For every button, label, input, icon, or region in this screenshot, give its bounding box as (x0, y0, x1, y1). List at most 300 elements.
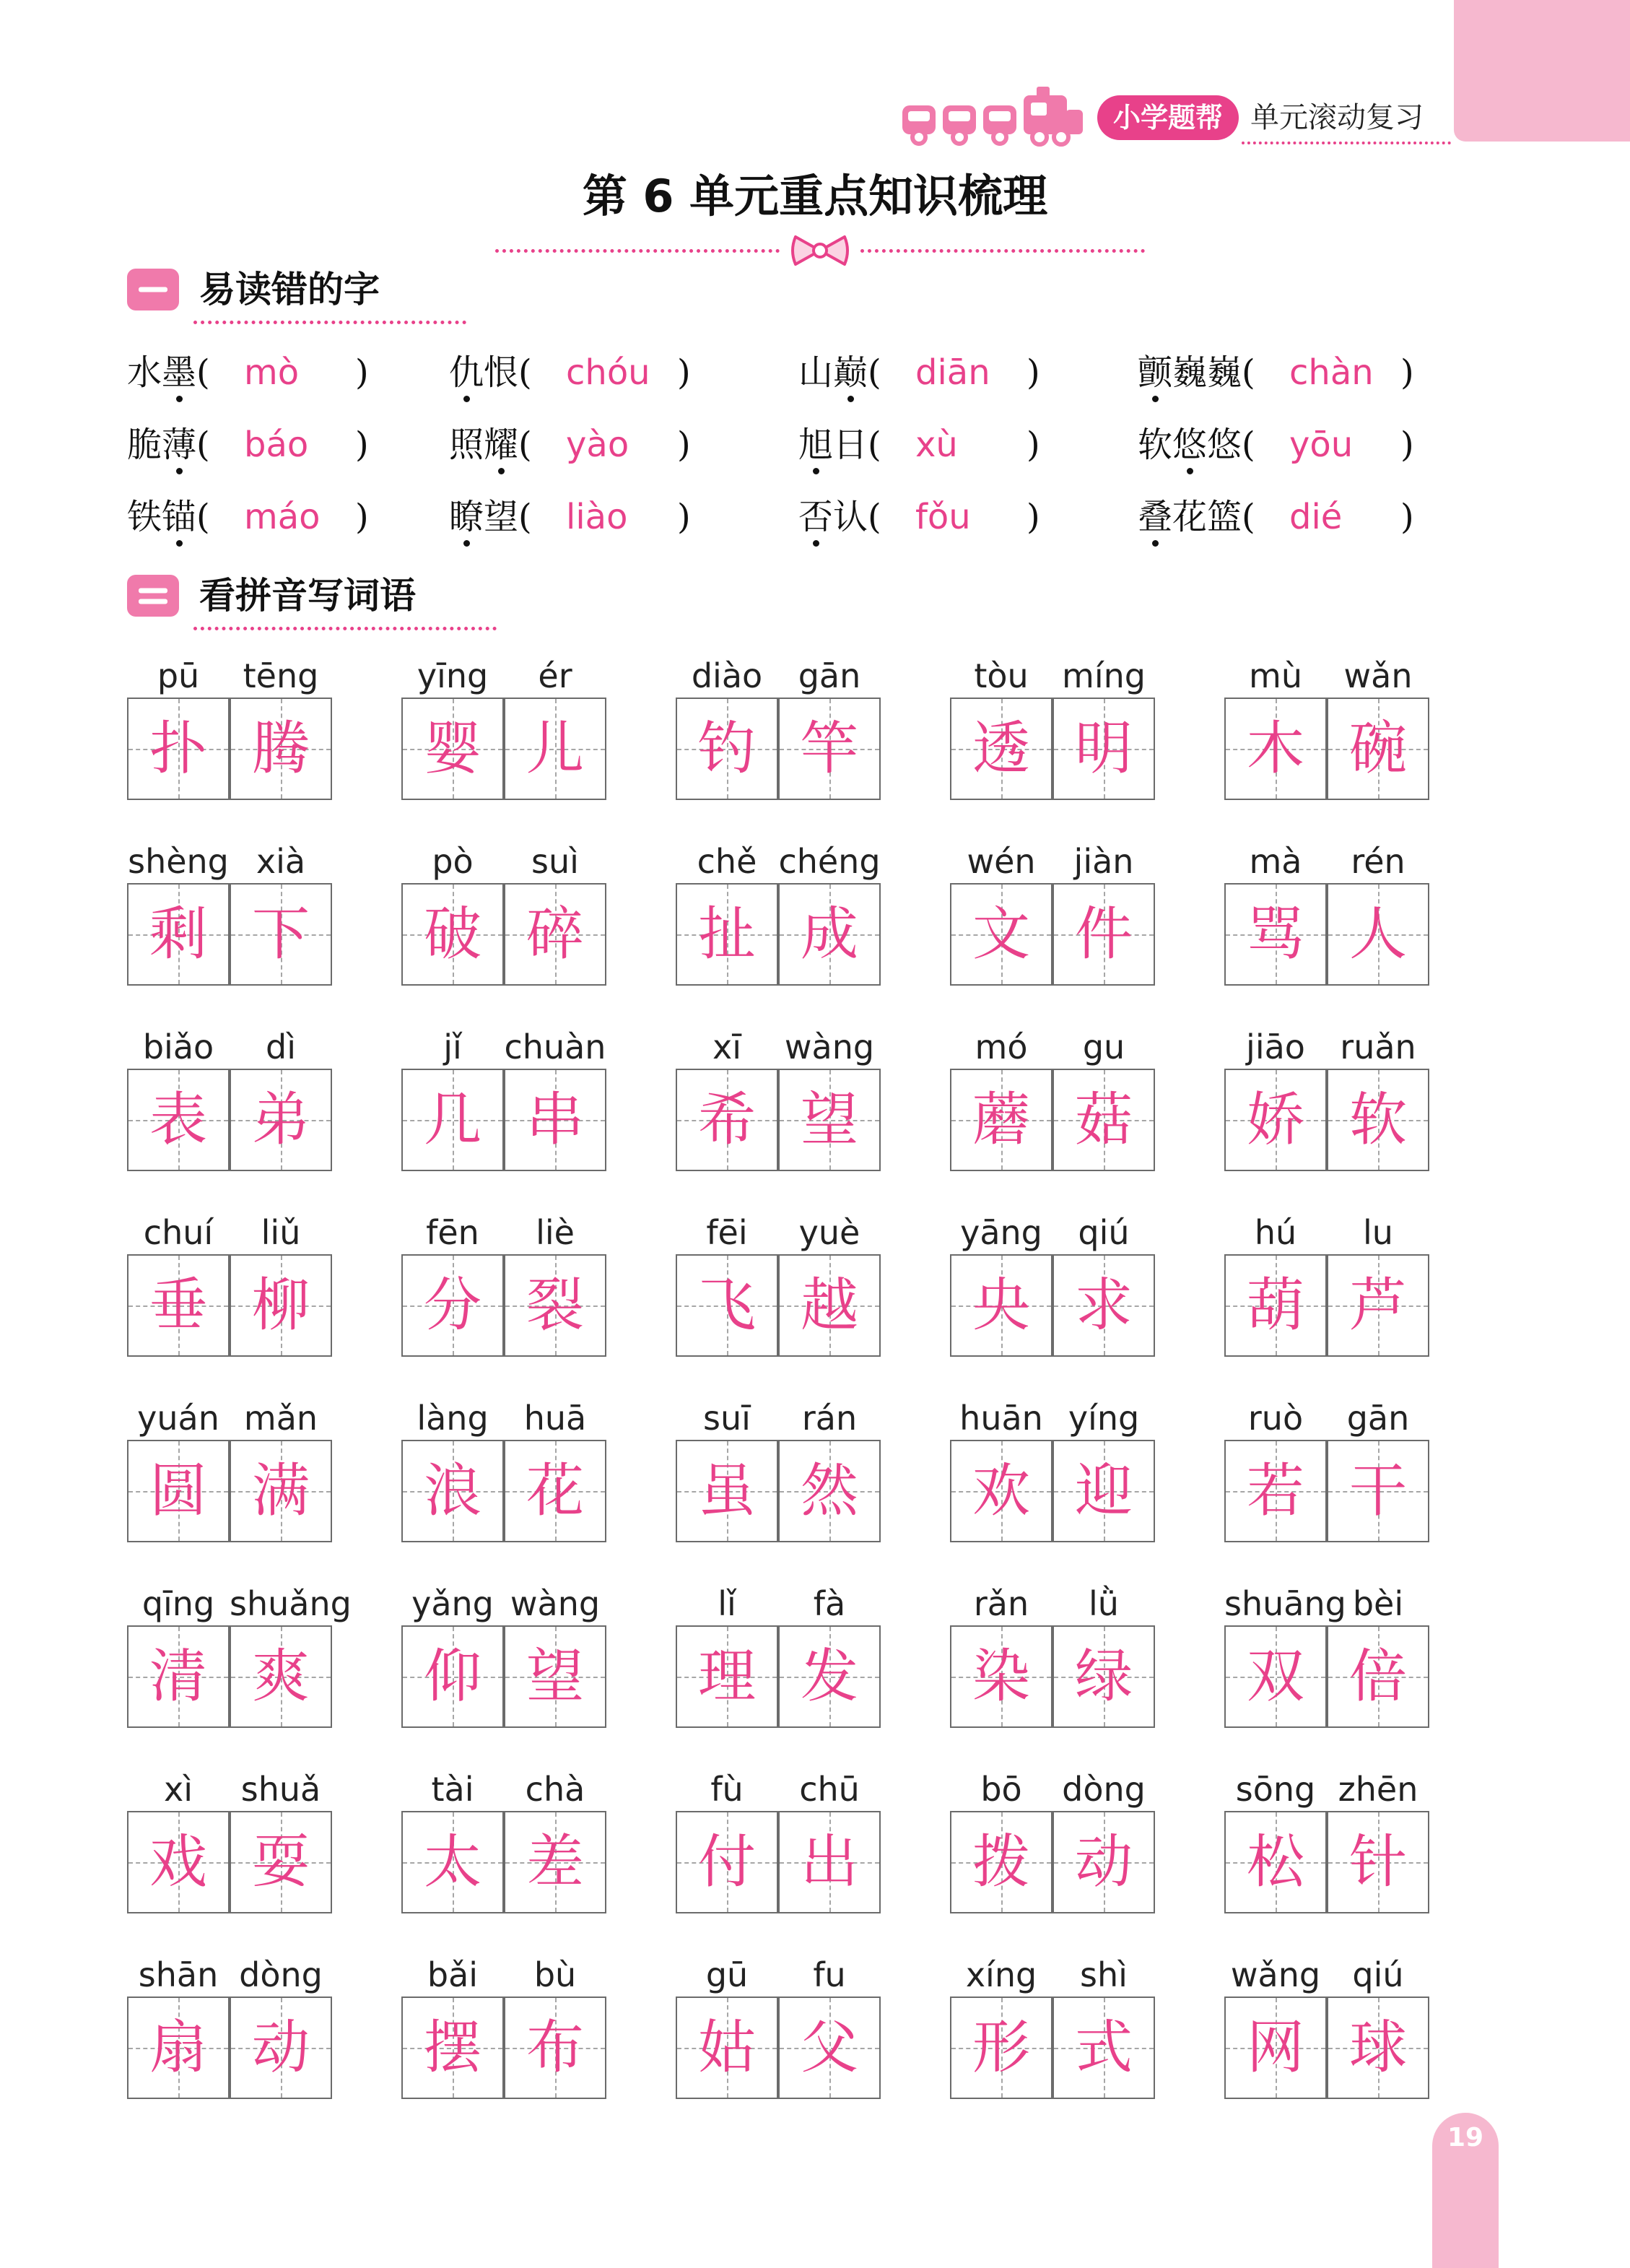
pinyin-label: chuí (143, 1213, 214, 1252)
pinyin-label: fà (813, 1584, 846, 1623)
hanzi-answer: 剩 (149, 900, 207, 968)
writing-grid (230, 1625, 332, 1728)
hanzi-answer: 文 (972, 900, 1030, 968)
writing-grid (1224, 1625, 1327, 1728)
misread-word-item (449, 416, 691, 474)
hanzi-answer: 然 (801, 1457, 858, 1524)
writing-grid (504, 1625, 606, 1728)
pinyin-label: dòng (239, 1955, 323, 1994)
writing-grid (950, 1440, 1052, 1542)
writing-grid (127, 1997, 230, 2099)
vocab-item (1224, 840, 1429, 1013)
hanzi-answer: 儿 (526, 715, 584, 782)
emphasis-dot (463, 396, 470, 402)
vocab-item (127, 840, 332, 1013)
writing-grid (676, 1625, 778, 1728)
emphasis-dot (463, 540, 470, 547)
vocab-item (127, 1025, 332, 1199)
hanzi-answer: 形 (972, 2014, 1030, 2081)
pinyin-label: bù (533, 1955, 577, 1994)
pinyin-label: pū (157, 656, 200, 695)
writing-grid (778, 1811, 881, 1913)
misread-word-item (127, 416, 369, 474)
writing-grid (127, 1069, 230, 1171)
pinyin-label: gū (705, 1955, 749, 1994)
pinyin-label: qīng (141, 1584, 215, 1623)
writing-grid (1327, 698, 1429, 800)
close-paren: ) (1027, 352, 1040, 393)
writing-grid (1327, 1254, 1429, 1357)
writing-grid (1224, 1440, 1327, 1542)
hanzi-answer: 望 (801, 1086, 858, 1153)
hanzi-answer: 芦 (1349, 1272, 1407, 1339)
pinyin-label: lǐ (718, 1584, 736, 1623)
hanzi-answer: 越 (801, 1272, 858, 1339)
misread-word-item (449, 488, 691, 546)
hanzi-answer: 仰 (424, 1643, 481, 1710)
writing-grid (1327, 1997, 1429, 2099)
hanzi-answer: 摆 (424, 2014, 481, 2081)
title-divider-left (495, 249, 780, 253)
writing-grid (1052, 1440, 1155, 1542)
pinyin-label: yīng (417, 656, 489, 695)
hanzi-answer: 分 (424, 1272, 481, 1339)
vocab-item (950, 1396, 1155, 1570)
pinyin-label: xī (712, 1027, 741, 1066)
writing-grid (1052, 883, 1155, 986)
vocab-item (127, 654, 332, 827)
pinyin-answer: diān (915, 352, 990, 393)
hanzi-answer: 破 (424, 900, 481, 968)
writing-grid (1224, 1997, 1327, 2099)
pinyin-label: suī (703, 1399, 751, 1438)
hanzi-answer: 满 (252, 1457, 310, 1524)
hanzi-answer: 菇 (1075, 1086, 1133, 1153)
emphasis-dot (176, 468, 183, 474)
writing-grid (401, 883, 504, 986)
writing-grid (504, 698, 606, 800)
emphasis-dot (1152, 396, 1159, 402)
corner-decoration (1454, 0, 1630, 142)
writing-grid (676, 1997, 778, 2099)
pinyin-label: zhēn (1338, 1770, 1418, 1809)
pinyin-label: yǎng (411, 1584, 494, 1623)
hanzi-answer: 球 (1349, 2014, 1407, 2081)
pinyin-answer: chóu (566, 352, 650, 393)
pinyin-label: diào (691, 656, 763, 695)
word-text: 叠花篮 (1138, 497, 1242, 537)
writing-grid (1327, 1811, 1429, 1913)
pinyin-label: fu (813, 1955, 846, 1994)
hanzi-answer: 姑 (698, 2014, 756, 2081)
hanzi-answer: 扯 (698, 900, 756, 968)
pinyin-label: rán (801, 1399, 858, 1438)
vocab-item (676, 1211, 881, 1384)
pinyin-label: ruǎn (1340, 1027, 1416, 1066)
section-1-title: 易读错的字 (199, 269, 380, 310)
hanzi-answer: 发 (801, 1643, 858, 1710)
hanzi-answer: 葫 (1247, 1272, 1304, 1339)
open-paren: ( (518, 352, 532, 393)
hanzi-answer: 裂 (526, 1272, 584, 1339)
open-paren: ( (196, 425, 210, 465)
vocab-item (1224, 1582, 1429, 1755)
pinyin-label: wén (967, 842, 1036, 881)
hanzi-answer: 式 (1075, 2014, 1133, 2081)
vocab-item (401, 1396, 606, 1570)
writing-grid (1327, 1069, 1429, 1171)
writing-grid (676, 1069, 778, 1171)
writing-grid (950, 1625, 1052, 1728)
word-text: 山巅 (798, 352, 868, 393)
writing-grid (127, 1440, 230, 1542)
hanzi-answer: 碎 (526, 900, 584, 968)
word-text: 铁锚 (127, 497, 197, 537)
hanzi-answer: 圆 (149, 1457, 207, 1524)
section-2-badge (127, 575, 179, 617)
pinyin-label: fēn (426, 1213, 479, 1252)
pinyin-label: mà (1249, 842, 1302, 881)
hanzi-answer: 件 (1075, 900, 1133, 968)
writing-grid (504, 1997, 606, 2099)
header-section-label: 单元滚动复习 (1250, 101, 1424, 134)
hanzi-answer: 木 (1247, 715, 1304, 782)
writing-grid (401, 698, 504, 800)
hanzi-answer: 希 (698, 1086, 756, 1153)
pinyin-label: huā (523, 1399, 587, 1438)
emphasis-dot (1152, 540, 1159, 547)
open-paren: ( (868, 497, 881, 537)
hanzi-answer: 付 (698, 1828, 756, 1895)
writing-grid (230, 1811, 332, 1913)
misread-word-item (127, 344, 369, 401)
pinyin-label: fù (710, 1770, 744, 1809)
vocab-item (950, 1953, 1155, 2126)
word-text: 颤巍巍 (1138, 352, 1242, 393)
writing-grid (676, 883, 778, 986)
vocab-item (401, 840, 606, 1013)
hanzi-answer: 布 (526, 2014, 584, 2081)
pinyin-answer: yào (566, 425, 629, 465)
writing-grid (1327, 883, 1429, 986)
hanzi-answer: 下 (252, 900, 310, 968)
writing-grid (230, 883, 332, 986)
hanzi-answer: 干 (1349, 1457, 1407, 1524)
writing-grid (504, 1811, 606, 1913)
writing-grid (401, 1440, 504, 1542)
hanzi-answer: 父 (801, 2014, 858, 2081)
pinyin-label: chéng (778, 842, 881, 881)
close-paren: ) (677, 425, 691, 465)
pinyin-answer: máo (244, 497, 321, 537)
hanzi-answer: 央 (972, 1272, 1030, 1339)
writing-grid (950, 1997, 1052, 2099)
pinyin-label: shuāng (1224, 1584, 1346, 1623)
open-paren: ( (868, 425, 881, 465)
hanzi-answer: 腾 (252, 715, 310, 782)
hanzi-answer: 成 (801, 900, 858, 968)
open-paren: ( (868, 352, 881, 393)
header (895, 85, 1451, 150)
hanzi-answer: 太 (424, 1828, 481, 1895)
word-text: 仇恨 (449, 352, 519, 393)
writing-grid (778, 1069, 881, 1171)
hanzi-answer: 弟 (252, 1086, 310, 1153)
hanzi-answer: 明 (1075, 715, 1133, 782)
hanzi-answer: 望 (526, 1643, 584, 1710)
close-paren: ) (1027, 425, 1040, 465)
hanzi-answer: 理 (698, 1643, 756, 1710)
hanzi-answer: 倍 (1349, 1643, 1407, 1710)
pinyin-label: gu (1082, 1027, 1125, 1066)
vocab-item (401, 654, 606, 827)
vocab-item (1224, 1396, 1429, 1570)
word-text: 脆薄 (127, 425, 197, 465)
pinyin-label: jǐ (443, 1027, 462, 1066)
hanzi-answer: 软 (1349, 1086, 1407, 1153)
hanzi-answer: 网 (1247, 2014, 1304, 2081)
hanzi-answer: 钓 (698, 715, 756, 782)
word-text: 水墨 (127, 352, 197, 393)
pinyin-label: hú (1254, 1213, 1297, 1252)
pinyin-label: mù (1249, 656, 1302, 695)
writing-grid (127, 698, 230, 800)
hanzi-answer: 动 (252, 2014, 310, 2081)
pinyin-label: xià (256, 842, 306, 881)
vocab-item (401, 1025, 606, 1199)
pinyin-label: rén (1351, 842, 1405, 881)
title-divider-right (860, 249, 1145, 253)
hanzi-answer: 迎 (1075, 1457, 1133, 1524)
pinyin-answer: dié (1289, 497, 1343, 537)
pinyin-label: shì (1080, 1955, 1128, 1994)
pinyin-label: ruò (1247, 1399, 1304, 1438)
writing-grid (1224, 698, 1327, 800)
hanzi-answer: 耍 (252, 1828, 310, 1895)
page-title: 第 6 单元重点知识梳理 (582, 170, 1048, 222)
writing-grid (1224, 1069, 1327, 1171)
vocab-item (127, 1396, 332, 1570)
hanzi-answer: 求 (1075, 1272, 1133, 1339)
pinyin-label: dì (266, 1027, 296, 1066)
hanzi-answer: 几 (424, 1086, 481, 1153)
pinyin-label: shuǎ (240, 1770, 321, 1809)
vocab-item (676, 1025, 881, 1199)
writing-grid (401, 1069, 504, 1171)
hanzi-answer: 出 (801, 1828, 858, 1895)
open-paren: ( (518, 425, 532, 465)
vocab-item (1224, 1211, 1429, 1384)
writing-grid (1224, 1254, 1327, 1357)
pinyin-label: suì (531, 842, 579, 881)
emphasis-dot (176, 540, 183, 547)
pinyin-label: qiú (1352, 1955, 1404, 1994)
writing-grid (950, 883, 1052, 986)
pinyin-label: gān (1346, 1399, 1410, 1438)
pinyin-label: lu (1363, 1213, 1393, 1252)
pinyin-answer: chàn (1289, 352, 1374, 393)
vocab-item (676, 1396, 881, 1570)
pinyin-answer: yōu (1289, 425, 1354, 465)
hanzi-answer: 拨 (972, 1828, 1030, 1895)
hanzi-answer: 虽 (698, 1457, 756, 1524)
writing-grid (230, 1254, 332, 1357)
writing-grid (127, 1625, 230, 1728)
hanzi-answer: 松 (1247, 1828, 1304, 1895)
section-1-underline (193, 321, 466, 324)
close-paren: ) (1400, 352, 1414, 393)
pinyin-label: wàng (510, 1584, 601, 1623)
pinyin-label: gān (798, 656, 861, 695)
vocab-item (127, 1582, 352, 1755)
emphasis-dot (813, 468, 819, 474)
vocab-item (1224, 1025, 1429, 1199)
writing-grid (950, 1069, 1052, 1171)
pinyin-answer: báo (244, 425, 309, 465)
writing-grid (504, 1254, 606, 1357)
pinyin-label: lǜ (1089, 1584, 1119, 1623)
vocab-item (127, 1211, 332, 1384)
close-paren: ) (677, 497, 691, 537)
pinyin-label: xì (163, 1770, 193, 1809)
section-2-underline (193, 627, 497, 630)
writing-grid (1224, 1811, 1327, 1913)
pinyin-label: huān (959, 1399, 1043, 1438)
hanzi-answer: 透 (972, 715, 1030, 782)
emphasis-dot (847, 396, 854, 402)
pinyin-label: liè (536, 1213, 575, 1252)
word-text: 软悠悠 (1138, 425, 1242, 465)
vocab-item (950, 654, 1155, 827)
pinyin-label: chuàn (504, 1027, 606, 1066)
header-divider (1242, 142, 1451, 144)
page-number-tab (1432, 2113, 1499, 2268)
vocab-item (950, 840, 1155, 1013)
pinyin-answer: mò (244, 352, 300, 393)
writing-grid (778, 1440, 881, 1542)
open-paren: ( (518, 497, 532, 537)
pinyin-label: wǎn (1343, 656, 1413, 695)
writing-grid (1327, 1625, 1429, 1728)
pinyin-answer: fǒu (915, 497, 971, 537)
emphasis-dot (498, 468, 505, 474)
vocab-item (950, 1768, 1155, 1941)
vocab-item (950, 1211, 1155, 1384)
pinyin-label: bǎi (427, 1955, 479, 1994)
pinyin-answer: xù (915, 425, 958, 465)
hanzi-answer: 戏 (149, 1828, 207, 1895)
pinyin-label: jiāo (1246, 1027, 1305, 1066)
pinyin-label: mó (975, 1027, 1028, 1066)
pinyin-label: bō (980, 1770, 1022, 1809)
pinyin-label: biǎo (142, 1027, 214, 1066)
hanzi-answer: 骂 (1247, 900, 1304, 968)
writing-grid (401, 1811, 504, 1913)
writing-grid (401, 1254, 504, 1357)
open-paren: ( (196, 497, 210, 537)
vocab-item (401, 1582, 606, 1755)
vocab-item (676, 840, 881, 1013)
writing-grid (778, 1997, 881, 2099)
vocab-item (1224, 654, 1429, 827)
misread-word-item (1138, 416, 1414, 474)
hanzi-answer: 碗 (1349, 715, 1407, 782)
writing-grid (950, 698, 1052, 800)
hanzi-answer: 扑 (149, 715, 207, 782)
close-paren: ) (355, 352, 369, 393)
pinyin-label: yuán (137, 1399, 219, 1438)
writing-grid (230, 1069, 332, 1171)
pinyin-label: tēng (243, 656, 319, 695)
hanzi-answer: 欢 (972, 1457, 1030, 1524)
misread-word-item (1138, 344, 1414, 401)
hanzi-answer: 蘑 (972, 1086, 1030, 1153)
pinyin-label: sōng (1235, 1770, 1316, 1809)
pinyin-answer: liào (566, 497, 628, 537)
hanzi-answer: 花 (526, 1457, 584, 1524)
misread-word-item (798, 416, 1040, 474)
misread-word-item (798, 344, 1040, 401)
vocab-item (676, 1953, 881, 2126)
pinyin-label: bèi (1352, 1584, 1404, 1623)
pinyin-label: wàng (784, 1027, 875, 1066)
vocab-item (401, 1953, 606, 2126)
vocab-item (127, 1768, 332, 1941)
hanzi-answer: 扇 (149, 2014, 207, 2081)
pinyin-label: xíng (965, 1955, 1037, 1994)
pinyin-label: jiàn (1073, 842, 1134, 881)
writing-grid (676, 698, 778, 800)
hanzi-answer: 娇 (1247, 1086, 1304, 1153)
misread-word-item (798, 488, 1040, 546)
writing-grid (676, 1440, 778, 1542)
pinyin-label: chà (525, 1770, 585, 1809)
pinyin-label: rǎn (973, 1584, 1029, 1623)
hanzi-answer: 绿 (1075, 1643, 1133, 1710)
word-text: 瞭望 (449, 497, 519, 537)
hanzi-answer: 染 (972, 1643, 1030, 1710)
hanzi-answer: 针 (1349, 1828, 1407, 1895)
writing-grid (778, 1625, 881, 1728)
vocab-item (127, 1953, 332, 2126)
writing-grid (1052, 1625, 1155, 1728)
vocab-item (401, 1211, 606, 1384)
writing-grid (127, 1811, 230, 1913)
pinyin-label: shèng (128, 842, 229, 881)
hanzi-answer: 表 (149, 1086, 207, 1153)
close-paren: ) (1400, 425, 1414, 465)
writing-grid (230, 1440, 332, 1542)
emphasis-dot (1187, 468, 1193, 474)
writing-grid (230, 698, 332, 800)
writing-grid (950, 1811, 1052, 1913)
writing-grid (778, 1254, 881, 1357)
section-2-title: 看拼音写词语 (199, 575, 416, 617)
writing-grid (1052, 1811, 1155, 1913)
pinyin-label: yuè (798, 1213, 860, 1252)
writing-grid (127, 883, 230, 986)
hanzi-answer: 清 (149, 1643, 207, 1710)
pinyin-label: qiú (1078, 1213, 1130, 1252)
writing-grid (1224, 883, 1327, 986)
pinyin-label: fēi (706, 1213, 748, 1252)
vocab-item (401, 1768, 606, 1941)
open-paren: ( (1242, 352, 1255, 393)
hanzi-answer: 若 (1247, 1457, 1304, 1524)
pinyin-label: chě (697, 842, 757, 881)
word-text: 旭日 (798, 425, 868, 465)
writing-grid (778, 883, 881, 986)
